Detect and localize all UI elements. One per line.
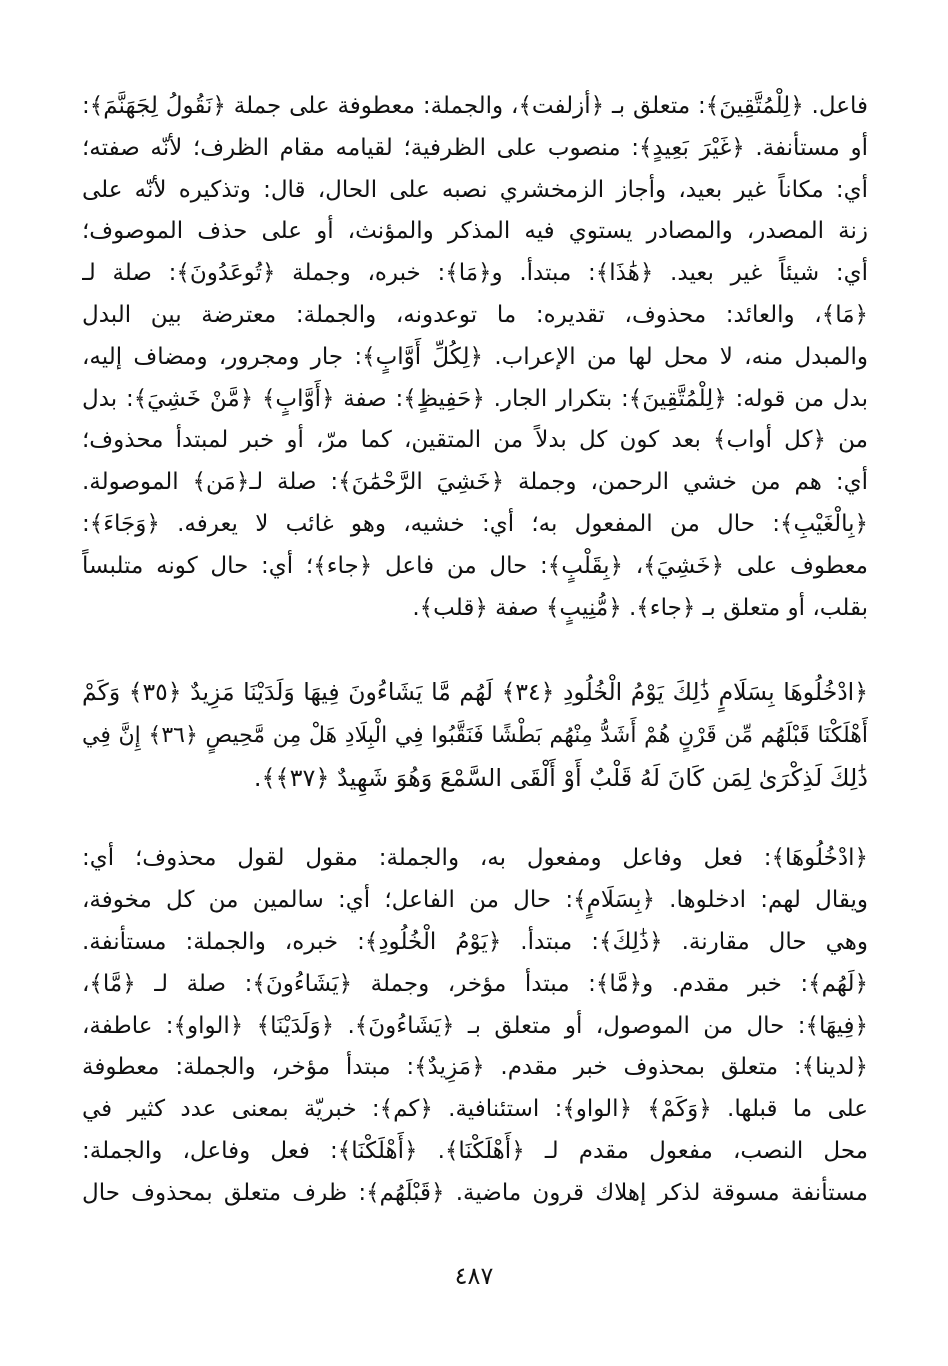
text-line: أي: شيئاً غير بعيد. ﴿هَٰذَا﴾: مبتدأ. و﴿مَا﴾: خبره، وجملة ﴿تُوعَدُونَ﴾: صلة لـ (82, 260, 868, 287)
text-line: أو مستأنفة. ﴿غَيْرَ بَعِيدٍ﴾: منصوب على الظرفية؛ لقيامه مقام الظرف؛ لأنّه صفته؛ (82, 134, 868, 161)
text-line: ﴿مَا﴾، والعائد: محذوف، تقديره: ما توعدونه، والجملة: معترضة بين البدل (82, 301, 868, 328)
text-line: محل النصب، مفعول مقدم لـ ﴿أَهْلَكْنَا﴾. ﴿أَهْلَكْنَا﴾: فعل وفاعل، والجملة: (82, 1137, 868, 1164)
text-line: أي: هم من خشي الرحمن، وجملة ﴿خَشِيَ الرَّحْمَٰنَ﴾: صلة لـ﴿مَن﴾ الموصولة. (82, 469, 868, 496)
quran-verse-block (82, 671, 868, 800)
commentary-paragraph-2 (82, 838, 868, 1214)
text-line: مستأنفة مسوقة لذكر إهلاك قرون ماضية. ﴿قَبْلَهُم﴾: ظرف متعلق بمحذوف حال (82, 1179, 868, 1206)
text-line: ﴿لَهُم﴾: خبر مقدم. و﴿مَّا﴾: مبتدأ مؤخر، وجملة ﴿يَشَاءُونَ﴾: صلة لـ ﴿مَّا﴾، (82, 970, 868, 997)
commentary-paragraph-1 (82, 86, 868, 629)
text-line: بدل من قوله: ﴿لِلْمُتَّقِينَ﴾: بتكرار الجار. ﴿حَفِيظٍ﴾: صفة ﴿أَوَّابٍ﴾ ﴿مَّنْ خَشِيَ﴾: بدل (82, 385, 868, 412)
verse-line: ذَٰلِكَ لَذِكْرَىٰ لِمَن كَانَ لَهُ قَلْبٌ أَوْ أَلْقَى السَّمْعَ وَهُوَ شَهِيدٌ ﴿٣٧﴾﴾. (253, 764, 868, 793)
text-line: أي: مكاناً غير بعيد، وأجاز الزمخشري نصبه على الحال، قال: وتذكيره لأنّه على (82, 176, 868, 203)
verse-line: ﴿ادْخُلُوهَا بِسَلَامٍ ذَٰلِكَ يَوْمُ الْخُلُودِ ﴿٣٤﴾ لَهُم مَّا يَشَاءُونَ فِيهَا وَلَدَيْنَا مَزِيدٌ ﴿٣٥﴾ وَكَمْ (82, 678, 868, 707)
text-line: زنة المصدر، والمصادر يستوي فيه المذكر والمؤنث، أو على حذف الموصوف؛ (82, 218, 868, 245)
text-line: ﴿لدينا﴾: متعلق بمحذوف خبر مقدم. ﴿مَزِيدٌ﴾: مبتدأ مؤخر، والجملة: معطوفة (82, 1054, 868, 1081)
page-number: ٤٨٧ (454, 1262, 494, 1290)
text-line: والمبدل منه، لا محل لها من الإعراب. ﴿لِكُلِّ أَوَّابٍ﴾: جار ومجرور، ومضاف إليه، (82, 343, 868, 370)
text-line: معطوف على ﴿خَشِيَ﴾، ﴿بِقَلْبٍ﴾: حال من فاعل ﴿جاء﴾؛ أي: حال كونه متلبساً (82, 552, 868, 579)
text-line: من ﴿كل أواب﴾ بعد كون كل بدلاً من المتقين، كما مرّ، أو خبر لمبتدأ محذوف؛ (82, 427, 868, 454)
text-line: ﴿ادْخُلُوهَا﴾: فعل وفاعل ومفعول به، والجملة: مقول لقول محذوف؛ أي: (82, 845, 868, 872)
verse-line: أَهْلَكْنَا قَبْلَهُم مِّن قَرْنٍ هُمْ أَشَدُّ مِنْهُم بَطْشًا فَنَقَّبُوا فِي الْبِلَادِ هَلْ مِن مَّحِيصٍ ﴿٣٦﴾ إِنَّ فِي (82, 723, 868, 749)
text-line: ويقال لهم: ادخلوها. ﴿بِسَلَامٍ﴾: حال من الفاعل؛ أي: سالمين من كل مخوفة، (82, 887, 868, 914)
text-line: ﴿بِالْغَيْبِ﴾: حال من المفعول به؛ أي: خشيه، وهو غائب لا يعرفه. ﴿وَجَاءَ﴾: (82, 510, 868, 537)
text-line: ﴿فِيهَا﴾: حال من الموصول، أو متعلق بـ ﴿يَشَاءُونَ﴾. ﴿وَلَدَيْنَا﴾ ﴿الواو﴾: عاطفة، (82, 1012, 868, 1039)
text-line: بقلب، أو متعلق بـ ﴿جاء﴾. ﴿مُّنِيبٍ﴾ صفة ﴿قلب﴾. (412, 594, 868, 621)
text-line: وهي حال مقارنة. ﴿ذَٰلِكَ﴾: مبتدأ. ﴿يَوْمُ الْخُلُودِ﴾: خبره، والجملة: مستأنفة. (82, 928, 868, 955)
text-line: على ما قبلها. ﴿وَكَمْ﴾ ﴿الواو﴾: استئنافية. ﴿كم﴾: خبريّة بمعنى عدد كثير في (82, 1096, 868, 1123)
text-line: فاعل. ﴿لِلْمُتَّقِينَ﴾: متعلق بـ ﴿أزلفت﴾، والجملة: معطوفة على جملة ﴿نَقُولُ لِجَهَنَّمَ﴾: (82, 93, 868, 119)
